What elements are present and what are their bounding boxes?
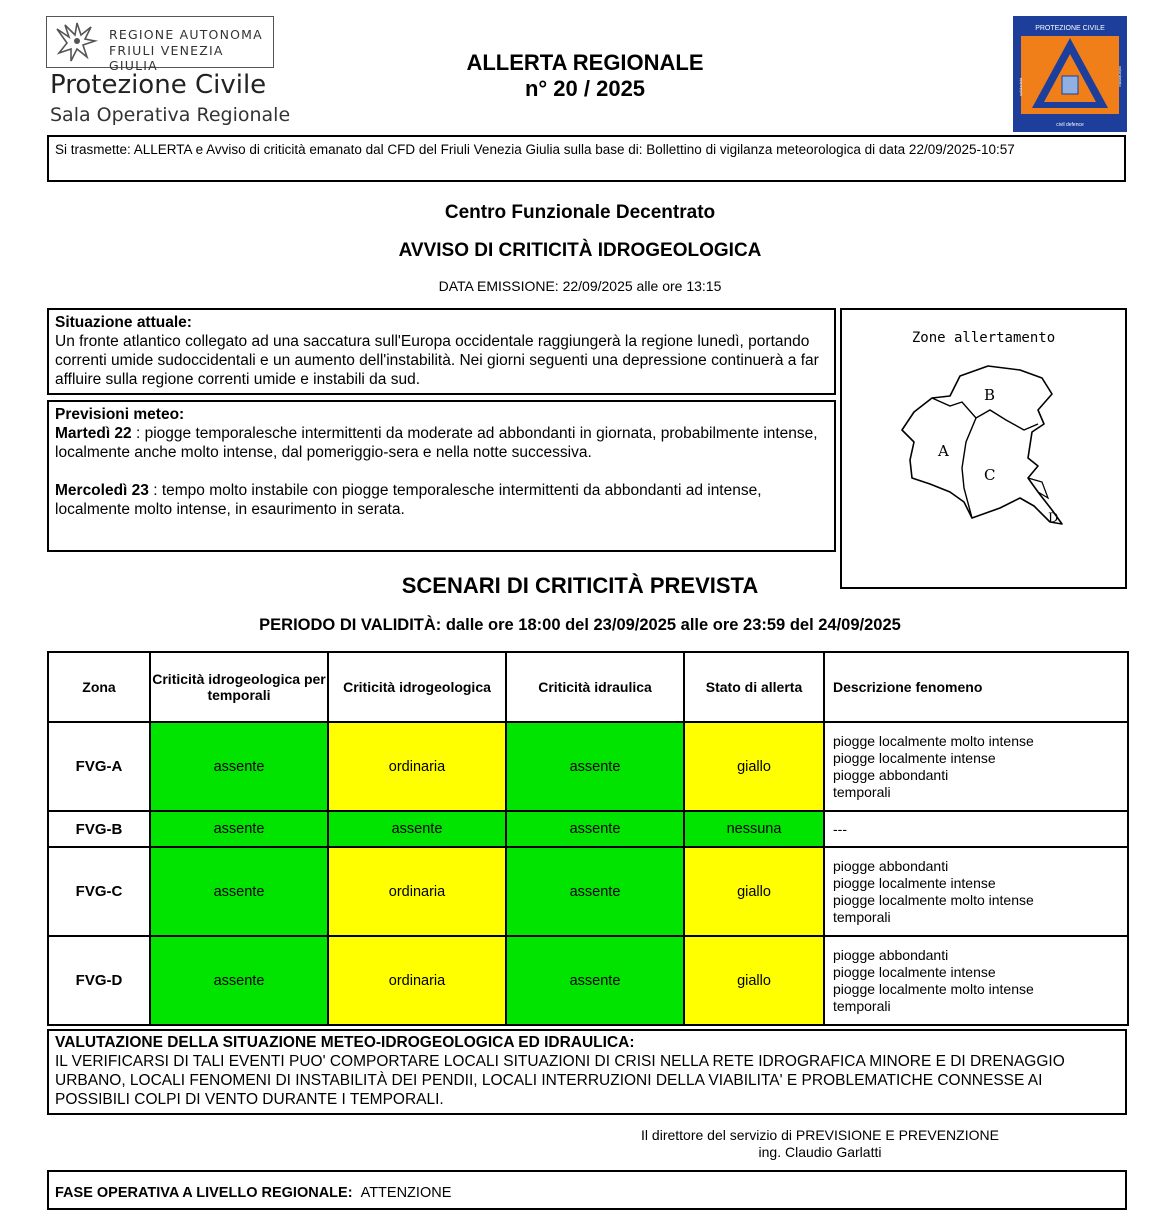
situation-text: Un fronte atlantico collegato ad una saccatura sull'Europa occidentale raggiungerà la regione lunedì, portando correnti umide sudoccidentali e un aumento dell'instabilità. Nei giorni seguenti una depressione continuerà a far affluire sulla regione correnti umide e instabili da sud. [55,333,819,388]
description-cell [824,811,1128,847]
idraulica-cell: assente [506,847,684,936]
zone-cell: FVG-D [48,936,150,1025]
region-crest-box [46,16,274,73]
description-line: piogge localmente molto intense [833,891,1034,908]
table-row [48,722,1128,811]
temporali-cell: assente [150,847,328,936]
pc-logo-left-text: solidarietà [1018,77,1023,96]
region-name-line2: FRIULI VENEZIA GIULIA [109,43,224,73]
protezione-civile-logo [1013,16,1127,132]
description-line: piogge localmente intense [833,963,996,980]
header-allerta: Stato di allerta [684,652,824,722]
cfd-title: Centro Funzionale Decentrato [444,202,716,223]
description-cell [824,936,1128,1025]
table-row [48,936,1128,1025]
eagle-crest-icon [51,19,101,65]
idraulica-cell: assente [506,936,684,1025]
table-row [48,811,1128,847]
description-line: piogge abbondanti [833,857,949,874]
allerta-cell: giallo [684,936,824,1025]
validity-period: PERIODO DI VALIDITÀ: dalle ore 18:00 del 23/09/2025 alle ore 23:59 del 24/09/2025 [259,616,901,634]
description-line: piogge localmente molto intense [833,732,1034,749]
map-label-b: B [984,386,996,404]
map-label-c: C [984,466,996,484]
description-line: temporali [833,997,891,1014]
description-line: piogge abbondanti [833,766,949,783]
description-cell [824,722,1128,811]
description-line: --- [833,820,847,837]
region-name-line1: REGIONE AUTONOMA [109,27,263,42]
scenarios-title: SCENARI DI CRITICITÀ PREVISTA [401,573,759,598]
allerta-cell: giallo [684,722,824,811]
table-header-row [48,652,1128,722]
header-descrizione: Descrizione fenomeno [824,652,1128,722]
issue-date: DATA EMISSIONE: 22/09/2025 alle ore 13:15 [438,278,722,294]
director-title: Il direttore del servizio di PREVISIONE E PREVENZIONE [641,1127,999,1143]
description-line: piogge localmente intense [833,874,996,891]
pc-logo-top-text: PROTEZIONE CIVILE [1035,25,1105,32]
zone-cell: FVG-B [48,811,150,847]
header-idrogeologica: Criticità idrogeologica [328,652,506,722]
forecast-day1-text: : piogge temporalesche intermittenti da moderate ad abbondanti in giornata, probabilmente intense, localmente anche molto intense, dal pomeriggio-sera e nella notte successiva. [55,425,818,461]
title-line1: ALLERTA REGIONALE [466,50,704,75]
avviso-title: AVVISO DI CRITICITÀ IDROGEOLOGICA [398,240,762,261]
assessment-box [47,1029,1127,1115]
table-row [48,847,1128,936]
brand-name: Protezione Civile [50,70,267,100]
assessment-text: IL VERIFICARSI DI TALI EVENTI PUO' COMPORTARE LOCALI SITUAZIONI DI CRISI NELLA RETE IDROGRAFICA MINORE E DI DRENAGGIO URBANO, LOCALI FENOMENI DI INSTABILITÀ DEI PENDII, LOCALI INTERRUZIONI DELLA VIABILITA' E PROBLEMATICHE CONNESSE AI POSSIBILI COLPI DI VENTO DURANTE I TEMPORALI. [55,1053,1065,1108]
document-title [380,50,790,102]
forecast-day2-label: Mercoledì 23 [55,482,149,499]
idrogeologica-cell: ordinaria [328,722,506,811]
description-line: temporali [833,908,891,925]
phase-label: FASE OPERATIVA A LIVELLO REGIONALE: [55,1185,353,1201]
civil-protection-triangle-icon [1013,16,1127,132]
header-temporali: Criticità idrogeologica per temporali [150,652,328,722]
map-label-d: D [1048,511,1059,526]
map-label-a: A [938,442,949,460]
idrogeologica-cell: assente [328,811,506,847]
zone-cell: FVG-C [48,847,150,936]
director-signature [560,1127,1080,1161]
region-logo [46,16,291,132]
current-situation [47,308,836,395]
zone-cell: FVG-A [48,722,150,811]
idraulica-cell: assente [506,811,684,847]
description-line: temporali [833,783,891,800]
pc-logo-right-text: volontariato [1118,66,1123,87]
assessment-heading: VALUTAZIONE DELLA SITUAZIONE METEO-IDROGEOLOGICA ED IDRAULICA: [55,1034,635,1051]
brand-subtitle: Sala Operativa Regionale [50,104,291,126]
title-line2: n° 20 / 2025 [524,76,646,101]
region-zones-map [892,358,1092,538]
criticality-table [47,651,1129,1026]
pc-logo-bottom-text: civil defence [1056,122,1084,128]
temporali-cell: assente [150,936,328,1025]
description-line: piogge localmente intense [833,749,996,766]
temporali-cell: assente [150,811,328,847]
header-idraulica: Criticità idraulica [506,652,684,722]
description-line: piogge abbondanti [833,946,949,963]
description-cell [824,847,1128,936]
operational-phase [47,1170,1127,1210]
allerta-cell: nessuna [684,811,824,847]
situation-heading: Situazione attuale: [55,314,192,331]
director-name: ing. Claudio Garlatti [758,1144,882,1160]
phase-value: ATTENZIONE [360,1185,452,1201]
temporali-cell: assente [150,722,328,811]
transmission-note: Si trasmette: ALLERTA e Avviso di criticità emanato dal CFD del Friuli Venezia Giulia sulla base di: Bollettino di vigilanza meteorologica di data 22/09/2025-10:57 [47,135,1126,182]
description-line: piogge localmente molto intense [833,980,1034,997]
idrogeologica-cell: ordinaria [328,847,506,936]
idraulica-cell: assente [506,722,684,811]
forecast-day1-label: Martedì 22 [55,425,132,442]
alert-zones-map [840,308,1127,589]
header-zona: Zona [48,652,150,722]
allerta-cell: giallo [684,847,824,936]
forecast-day2-text: : tempo molto instabile con piogge temporalesche intermittenti da abbondanti ad intense, localmente molto intense, in esaurimento in serata. [55,482,762,518]
idrogeologica-cell: ordinaria [328,936,506,1025]
map-title: Zone allertamento [911,330,1056,346]
forecast-heading: Previsioni meteo: [55,406,185,423]
weather-forecast [47,400,836,552]
